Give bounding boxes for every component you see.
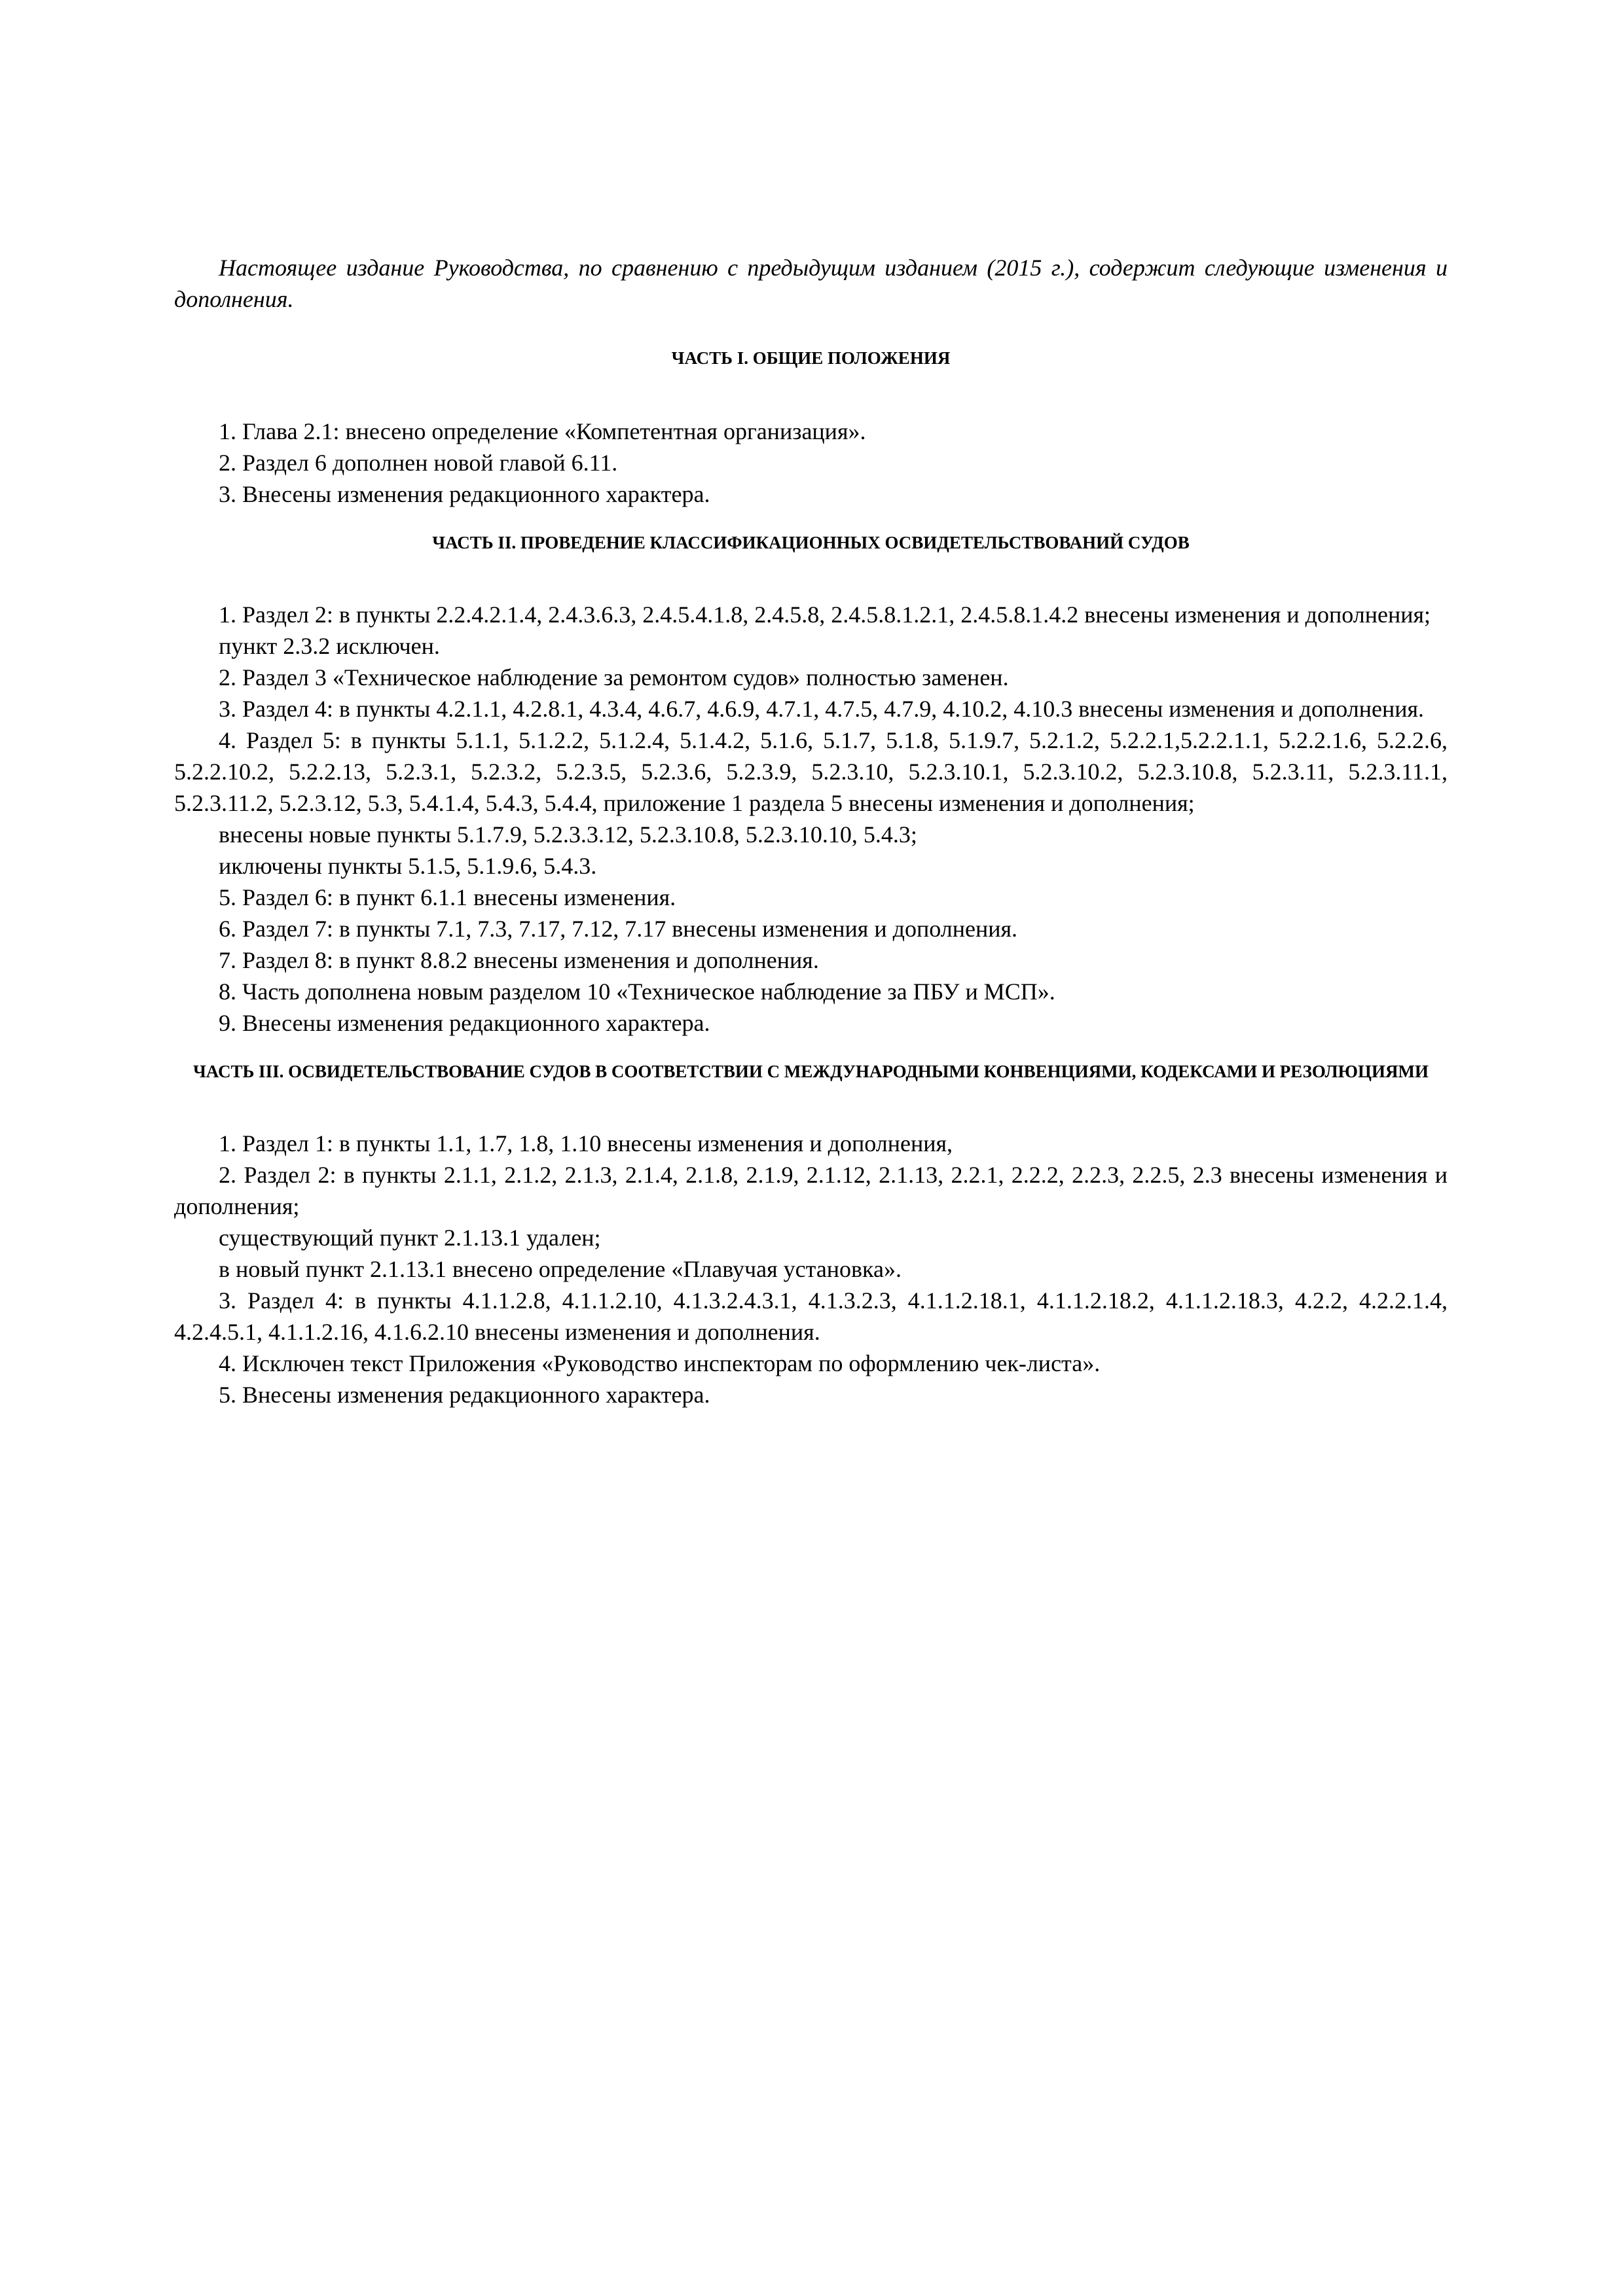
- part-2-list: [174, 599, 1448, 1039]
- document-page: [174, 252, 1448, 1410]
- list-item: 1. Глава 2.1: внесено определение «Компетентная организация».: [219, 418, 866, 444]
- list-item: 2. Раздел 6 дополнен новой главой 6.11.: [219, 450, 618, 476]
- list-item: 1. Раздел 1: в пункты 1.1, 1.7, 1.8, 1.10 внесены изменения и дополнения,: [219, 1130, 953, 1157]
- list-item: внесены новые пункты 5.1.7.9, 5.2.3.3.12, 5.2.3.10.8, 5.2.3.10.10, 5.4.3;: [219, 821, 917, 848]
- list-item: 3. Раздел 4: в пункты 4.2.1.1, 4.2.8.1, 4.3.4, 4.6.7, 4.6.9, 4.7.1, 4.7.5, 4.7.9, 4.10.2, 4.10.3 внесены изменения и дополнения.: [219, 696, 1425, 722]
- list-item: 8. Часть дополнена новым разделом 10 «Техническое наблюдение за ПБУ и МСП».: [219, 978, 1055, 1005]
- list-item: иключены пункты 5.1.5, 5.1.9.6, 5.4.3.: [219, 853, 597, 879]
- list-item: 5. Внесены изменения редакционного характера.: [219, 1382, 710, 1408]
- part-2-heading: ЧАСТЬ II. ПРОВЕДЕНИЕ КЛАССИФИКАЦИОННЫХ ОСВИДЕТЕЛЬСТВОВАНИЙ СУДОВ: [432, 533, 1190, 552]
- list-item: 2. Раздел 3 «Техническое наблюдение за ремонтом судов» полностью заменен.: [219, 664, 1009, 691]
- list-item: 4. Исключен текст Приложения «Руководство инспекторам по оформлению чек-листа».: [219, 1350, 1101, 1376]
- part-3-list: [174, 1128, 1448, 1410]
- intro-paragraph: Настоящее издание Руководства, по сравнению с предыдущим изданием (2015 г.), содержит следующие изменения и дополнения.: [174, 255, 1448, 312]
- list-item: в новый пункт 2.1.13.1 внесено определение «Плавучая установка».: [219, 1256, 902, 1282]
- list-item: 3. Внесены изменения редакционного характера.: [219, 481, 710, 507]
- list-item: 2. Раздел 2: в пункты 2.1.1, 2.1.2, 2.1.3, 2.1.4, 2.1.8, 2.1.9, 2.1.12, 2.1.13, 2.2.1, 2.2.2, 2.2.3, 2.2.5, 2.3 внесены изменения и дополнения;: [174, 1162, 1448, 1219]
- part-1-list: [174, 416, 1448, 510]
- list-item: 7. Раздел 8: в пункт 8.8.2 внесены изменения и дополнения.: [219, 947, 819, 973]
- list-item: 4. Раздел 5: в пункты 5.1.1, 5.1.2.2, 5.1.2.4, 5.1.4.2, 5.1.6, 5.1.7, 5.1.8, 5.1.9.7, 5.2.1.2, 5.2.2.1,5.2.2.1.1, 5.2.2.1.6, 5.2.2.6, 5.2.2.10.2, 5.2.2.13, 5.2.3.1, 5.2.3.2, 5.2.3.5, 5.2.3.6, 5.2.3.9, 5.2.3.10, 5.2.3.10.1, 5.2.3.10.2, 5.2.3.10.8, 5.2.3.11, 5.2.3.11.1, 5.2.3.11.2, 5.2.3.12, 5.3, 5.4.1.4, 5.4.3, 5.4.4, приложение 1 раздела 5 внесены изменения и дополнения;: [174, 727, 1448, 816]
- list-item: 9. Внесены изменения редакционного характера.: [219, 1010, 710, 1036]
- part-1-heading: ЧАСТЬ I. ОБЩИЕ ПОЛОЖЕНИЯ: [671, 348, 951, 368]
- list-item: 5. Раздел 6: в пункт 6.1.1 внесены изменения.: [219, 884, 676, 910]
- list-item: 6. Раздел 7: в пункты 7.1, 7.3, 7.17, 7.12, 7.17 внесены изменения и дополнения.: [219, 916, 1018, 942]
- part-3-heading: ЧАСТЬ III. ОСВИДЕТЕЛЬСТВОВАНИЕ СУДОВ В СООТВЕТСТВИИ С МЕЖДУНАРОДНЫМИ КОНВЕНЦИЯМИ, КОДЕКСАМИ И РЕЗОЛЮЦИЯМИ: [192, 1062, 1429, 1081]
- list-item: пункт 2.3.2 исключен.: [219, 633, 440, 659]
- list-item: существующий пункт 2.1.13.1 удален;: [219, 1225, 601, 1251]
- list-item: 1. Раздел 2: в пункты 2.2.4.2.1.4, 2.4.3.6.3, 2.4.5.4.1.8, 2.4.5.8, 2.4.5.8.1.2.1, 2.4.5.8.1.4.2 внесены изменения и дополнения;: [219, 601, 1431, 628]
- list-item: 3. Раздел 4: в пункты 4.1.1.2.8, 4.1.1.2.10, 4.1.3.2.4.3.1, 4.1.3.2.3, 4.1.1.2.18.1, 4.1.1.2.18.2, 4.1.1.2.18.3, 4.2.2, 4.2.2.1.4, 4.2.4.5.1, 4.1.1.2.16, 4.1.6.2.10 внесены изменения и дополнения.: [174, 1287, 1448, 1345]
